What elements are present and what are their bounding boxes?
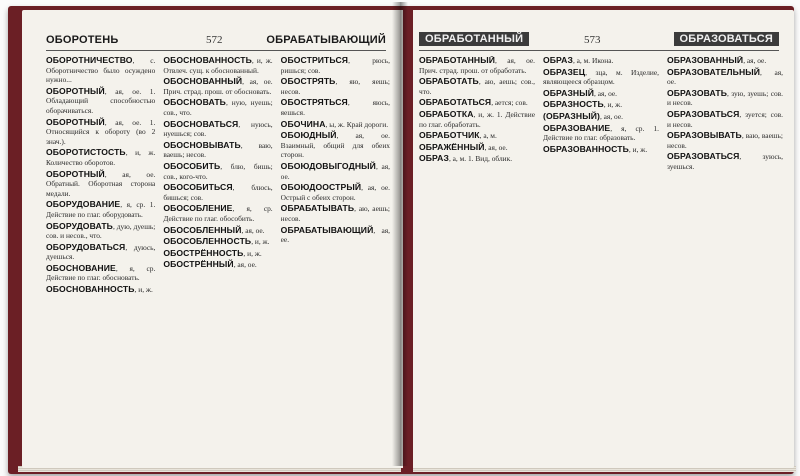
entry-headword: ОБРАЗОВЫВАТЬ [667, 130, 742, 141]
dictionary-entry: ОБОРУДОВАНИЕ, я, ср. 1. Действие по глаг. оборудовать. [46, 199, 156, 219]
entry-headword: ОБРАЖЁННЫЙ [419, 141, 485, 152]
entry-headword: ОБРАЗОВАНИЕ [543, 122, 611, 133]
dictionary-entry: ОБОСНОВАТЬСЯ, нуюсь, нуешься; сов. [163, 118, 273, 139]
entry-definition: яю, яешь; несов. [280, 77, 390, 96]
entry-definition: блюсь, бишься; сов. [163, 183, 273, 202]
dictionary-entry: ОБРАЖЁННЫЙ, ая, ое. [419, 141, 508, 152]
entry-headword: ОБОЧИНА [280, 118, 326, 129]
left-column-1 [46, 56, 155, 454]
right-running-header [419, 32, 779, 51]
entry-headword: ОБОСОБЛЕНИЕ [163, 203, 233, 214]
entry-headword: ОБОСНОВАТЬ [163, 97, 226, 108]
entry-headword: ОБРАЗ [543, 56, 573, 65]
dictionary-entry: ОБРАЗОВАТЬСЯ, зуется; сов. и несов. [667, 108, 783, 129]
entry-definition: зуюсь, зуешься. [667, 152, 783, 171]
entry-headword: ОБРАБОТАТЬ [419, 76, 479, 87]
left-header-word: ОБОРОТЕНЬ [46, 34, 119, 46]
entry-headword: ОБРАЗЕЦ [543, 66, 586, 77]
right-header-word: ОБРАБОТАННЫЙ [419, 32, 529, 46]
entry-definition: и, ж. Отвлеч. сущ. к обоснованный. [163, 56, 273, 75]
entry-headword: ОБОСНОВАННЫЙ [163, 76, 243, 87]
entry-definition: зуется; сов. и несов. [667, 109, 783, 129]
right-column-3 [667, 56, 783, 454]
entry-definition: дую, дуешь; сов. и несов., что. [46, 221, 156, 241]
dictionary-entry: ОБРАБАТЫВАЮЩИЙ, ая, ее. [280, 224, 390, 245]
dictionary-entry: ОБОСОБИТЬ, блю, бишь; сов., кого-что. [163, 160, 273, 181]
entry-headword: ОБОСОБИТЬ [163, 160, 221, 171]
entry-headword: ОБРАБОТКА [419, 108, 474, 119]
entry-definition: ную, нуешь; сов., что. [163, 98, 273, 117]
left-header-word-right: ОБРАБАТЫВАЮЩИЙ [266, 34, 386, 46]
entry-headword: ОБРАЗОВАННОСТЬ [543, 143, 629, 154]
entry-definition: и, ж. [254, 237, 270, 247]
dictionary-entry: ОБРАБОТАТЬ, аю, аешь; сов., что. [419, 76, 535, 96]
entry-headword: ОБОРУДОВАНИЕ [46, 199, 121, 210]
dictionary-entry: ОБОСОБИТЬСЯ, блюсь, бишься; сов. [163, 182, 273, 202]
right-column-1 [419, 56, 535, 454]
entry-headword: ОБОРОТНЫЙ [46, 116, 105, 127]
entry-headword: ОБРАБОТЧИК [419, 130, 480, 141]
entry-definition: ая, ое. 1. Обладающий способностью оборачиваться. [46, 86, 156, 115]
entry-definition: ая, ое. Взаимный, общий для обеих сторон. [280, 131, 390, 160]
entry-headword: ОБРАЗНЫЙ [543, 87, 595, 98]
entry-headword: ОБОСТРЁННОСТЬ [163, 247, 244, 258]
right-column-2 [543, 56, 659, 454]
entry-headword: ОБОСНОВАННОСТЬ [163, 56, 252, 65]
entry-headword: ОБРАЗ [419, 153, 449, 164]
dictionary-entry: ОБОРОТНЫЙ, ая, ое. 1. Обладающий способностью оборачиваться. [46, 85, 156, 115]
entry-definition: зую, зуешь; сов. и несов. [667, 88, 783, 108]
entry-definition: аю, аешь; несов. [280, 204, 390, 223]
dictionary-entry: ОБРАБОТКА, и, ж. 1. Действие по глаг. обработать. [419, 108, 535, 129]
entry-headword: ОБРАЗОВАННЫЙ [667, 56, 744, 65]
dictionary-entry: ОБРАЗОВАТЬ, зую, зуешь; сов. и несов. [667, 87, 783, 108]
left-page-number: 572 [206, 34, 223, 46]
entry-definition: ая, ое. Прич. страд. прош. от обосновать. [163, 77, 273, 96]
entry-headword: (ОБРАЗНЫЙ) [543, 110, 600, 121]
dictionary-entry: ОБРАБОТАННЫЙ, ая, ое. Прич. страд. прош. от обработать. [419, 56, 535, 75]
entry-definition: блю, бишь; сов., кого-что. [163, 161, 273, 181]
left-page [22, 10, 403, 468]
entry-headword: ОБРАБАТЫВАТЬ [280, 203, 355, 214]
entry-definition: ая, ое. [603, 111, 623, 121]
dictionary-entry: ОБОСНОВАННЫЙ, ая, ое. Прич. страд. прош. от обосновать. [163, 76, 273, 96]
entry-definition: ая, ое. 1. Относящийся к обороту (во 2 знач.). [46, 117, 156, 146]
dictionary-entry: ОБРАБОТАТЬСЯ, ается; сов. [419, 97, 528, 108]
entry-definition: рюсь, ришься; сов. [280, 56, 390, 75]
dictionary-entry: ОБОРУДОВАТЬСЯ, дуюсь, дуешься. [46, 241, 156, 262]
entry-definition: я, ср. Действие по глаг. обособить. [163, 204, 273, 223]
entry-definition: ваю, ваешь; несов. [667, 131, 783, 150]
dictionary-entry: ОБОСНОВАННОСТЬ, и, ж. [46, 284, 153, 295]
dictionary-entry: ОБОСНОВАННОСТЬ, и, ж. Отвлеч. сущ. к обоснованный. [163, 56, 273, 75]
right-header-word-right: ОБРАЗОВАТЬСЯ [674, 32, 779, 46]
entry-headword: ОБРАБОТАННЫЙ [419, 56, 496, 65]
dictionary-entry: ОБРАЗОВАТЕЛЬНЫЙ, ая, ое. [667, 66, 783, 87]
dictionary-entry: ОБРАЗЕЦ, зца, м. Изделие, являющееся образцом. [543, 66, 659, 87]
right-page-number: 573 [584, 34, 601, 46]
left-column-3 [281, 56, 390, 454]
entry-headword: ОБОРОТНЫЙ [46, 168, 105, 179]
entry-definition: ая, ое. [597, 88, 618, 98]
entry-headword: ОБОСТРИТЬСЯ [280, 56, 349, 65]
entry-headword: ОБРАЗОВАТЬСЯ [667, 151, 740, 162]
entry-headword: ОБОРОТИСТОСТЬ [46, 147, 126, 158]
entry-headword: ОБОСНОВАНИЕ [46, 262, 116, 273]
entry-headword: ОБОРОТНЫЙ [46, 85, 105, 96]
entry-headword: ОБОСТРЯТЬСЯ [280, 97, 348, 108]
entry-definition: и, ж. [632, 144, 648, 154]
dictionary-entry: ОБОЮДООСТРЫЙ, ая, ое. Острый с обеих сторон. [280, 182, 390, 202]
dictionary-entry: ОБОРОТНИЧЕСТВО, с. Оборотничество было осуждено нужно... [46, 56, 156, 85]
dictionary-entry: ОБОСТРЁННЫЙ, ая, ое. [163, 259, 257, 270]
entry-definition: ая, ое. Обратный. Оборотная сторона медали. [46, 169, 156, 198]
entry-headword: ОБОСТРЯТЬ [280, 76, 336, 87]
dictionary-entry: ОБРАЗОВАННЫЙ, ая, ое. [667, 56, 767, 65]
right-columns [419, 56, 783, 454]
dictionary-entry: ОБРАБОТЧИК, а, м. [419, 130, 497, 141]
dictionary-entry: ОБРАБАТЫВАТЬ, аю, аешь; несов. [280, 203, 390, 223]
dictionary-entry: ОБРАЗНОСТЬ, и, ж. [543, 99, 623, 110]
entry-definition: зца, м. Изделие, являющееся образцом. [543, 67, 659, 87]
entry-definition: я, ср. 1. Действие по глаг. оборудовать. [46, 200, 156, 219]
entry-definition: ая, ое. [280, 161, 390, 181]
dictionary-entry: ОБОРУДОВАТЬ, дую, дуешь; сов. и несов., что. [46, 220, 156, 241]
dictionary-entry: ОБОСТРИТЬСЯ, рюсь, ришься; сов. [280, 56, 390, 75]
dictionary-entry: ОБОРОТНЫЙ, ая, ое. Обратный. Оборотная сторона медали. [46, 168, 156, 198]
dictionary-entry: ОБРАЗОВАНИЕ, я, ср. 1. Действие по глаг. образовать. [543, 122, 659, 143]
right-page [413, 10, 794, 468]
entry-definition: ая, ое. [488, 142, 508, 152]
entry-headword: ОБОСОБЛЕННЫЙ [163, 224, 242, 235]
entry-definition: дуюсь, дуешься. [46, 242, 156, 262]
entry-headword: ОБОСНОВАТЬСЯ [163, 118, 239, 129]
dictionary-entry: ОБОСОБЛЕННЫЙ, ая, ое. [163, 224, 265, 235]
entry-definition: ая, ее. [280, 225, 390, 245]
entry-definition: а, м. [483, 131, 497, 141]
left-running-header [46, 32, 386, 51]
entry-headword: ОБОСНОВАННОСТЬ [46, 284, 135, 295]
entry-definition: ая, ое. [237, 260, 257, 270]
entry-definition: нуюсь, нуешься; сов. [163, 119, 273, 139]
dictionary-entry: ОБРАЗ, а, м. Икона. [543, 56, 614, 65]
dictionary-entry: (ОБРАЗНЫЙ), ая, ое. [543, 110, 623, 121]
dictionary-entry: ОБРАЗНЫЙ, ая, ое. [543, 87, 618, 98]
dictionary-entry: ОБОСОБЛЕННОСТЬ, и, ж. [163, 236, 270, 247]
dictionary-entry: ОБОЮДОВЫГОДНЫЙ, ая, ое. [280, 160, 390, 181]
entry-headword: ОБРАБАТЫВАЮЩИЙ [280, 224, 374, 235]
entry-headword: ОБОСНОВЫВАТЬ [163, 139, 241, 150]
entry-headword: ОБРАЗОВАТЬСЯ [667, 108, 740, 119]
dictionary-entry: ОБОСТРЁННОСТЬ, и, ж. [163, 247, 262, 258]
dictionary-entry: ОБОРОТИСТОСТЬ, и, ж. Количество оборотов. [46, 147, 156, 167]
entry-definition: ы, ж. Край дороги. [329, 119, 389, 129]
entry-definition: ая, ое. Острый с обеих сторон. [280, 183, 390, 202]
entry-headword: ОБОРУДОВАТЬ [46, 220, 113, 231]
dictionary-entry: ОБОСТРЯТЬ, яю, яешь; несов. [280, 76, 390, 96]
dictionary-entry: ОБОСНОВАТЬ, ную, нуешь; сов., что. [163, 97, 273, 117]
entry-headword: ОБРАБОТАТЬСЯ [419, 97, 492, 108]
entry-headword: ОБОЮДНЫЙ [280, 130, 337, 141]
entry-definition: я, ср. Действие по глаг. обосновать. [46, 263, 156, 283]
entry-definition: а, м. 1. Вид, облик. [452, 154, 513, 164]
left-column-2 [163, 56, 272, 454]
dictionary-entry: ОБРАЗОВЫВАТЬ, ваю, ваешь; несов. [667, 130, 783, 150]
entry-definition: ая, ое. Прич. страд. прош. от обработать. [419, 56, 535, 75]
left-columns [46, 56, 390, 454]
entry-headword: ОБОЮДОВЫГОДНЫЙ [280, 160, 376, 171]
entry-definition: аю, аешь; сов., что. [419, 77, 535, 96]
dictionary-entry: ОБОЮДНЫЙ, ая, ое. Взаимный, общий для обеих сторон. [280, 130, 390, 160]
dictionary-entry: ОБОРОТНЫЙ, ая, ое. 1. Относящийся к обороту (во 2 знач.). [46, 116, 156, 146]
dictionary-entry: ОБОСНОВАНИЕ, я, ср. Действие по глаг. обосновать. [46, 262, 156, 283]
entry-definition: и, ж. [607, 100, 623, 110]
dictionary-entry: ОБРАЗОВАННОСТЬ, и, ж. [543, 143, 648, 154]
entry-headword: ОБОСОБИТЬСЯ [163, 182, 233, 193]
entry-definition: и, ж. [138, 285, 153, 295]
dictionary-entry: ОБОСТРЯТЬСЯ, яюсь, яешься. [280, 97, 390, 117]
entry-headword: ОБРАЗНОСТЬ [543, 99, 604, 110]
dictionary-entry: ОБРАЗ, а, м. 1. Вид, облик. [419, 153, 513, 164]
entry-definition: с. Оборотничество было осуждено нужно... [46, 56, 156, 85]
entry-definition: ается; сов. [494, 98, 528, 108]
entry-headword: ОБОСОБЛЕННОСТЬ [163, 236, 252, 247]
entry-definition: я, ср. 1. Действие по глаг. образовать. [543, 123, 659, 143]
entry-definition: яюсь, яешься. [280, 98, 390, 117]
dictionary-entry: ОБОСНОВЫВАТЬ, ваю, ваешь; несов. [163, 139, 273, 160]
dictionary-entry: ОБРАЗОВАТЬСЯ, зуюсь, зуешься. [667, 151, 783, 171]
entry-definition: и, ж. [247, 248, 262, 258]
entry-headword: ОБОЮДООСТРЫЙ [280, 182, 362, 193]
entry-definition: ая, ое. [746, 56, 767, 65]
entry-definition: и, ж. 1. Действие по глаг. обработать. [419, 109, 535, 129]
dictionary-entry: ОБОЧИНА, ы, ж. Край дороги. [280, 118, 389, 129]
entry-definition: ая, ое. [245, 225, 265, 235]
book-gutter [392, 2, 408, 466]
entry-definition: а, м. Икона. [576, 56, 614, 65]
entry-definition: ая, ое. [667, 67, 783, 87]
entry-headword: ОБРАЗОВАТЕЛЬНЫЙ [667, 66, 761, 77]
entry-definition: и, ж. Количество оборотов. [46, 148, 156, 167]
entry-headword: ОБРАЗОВАТЬ [667, 87, 727, 98]
dictionary-entry: ОБОСОБЛЕНИЕ, я, ср. Действие по глаг. обособить. [163, 203, 273, 223]
entry-headword: ОБОРУДОВАТЬСЯ [46, 241, 126, 252]
entry-headword: ОБОСТРЁННЫЙ [163, 259, 234, 270]
entry-headword: ОБОРОТНИЧЕСТВО [46, 56, 133, 65]
entry-definition: ваю, ваешь; несов. [163, 140, 273, 160]
